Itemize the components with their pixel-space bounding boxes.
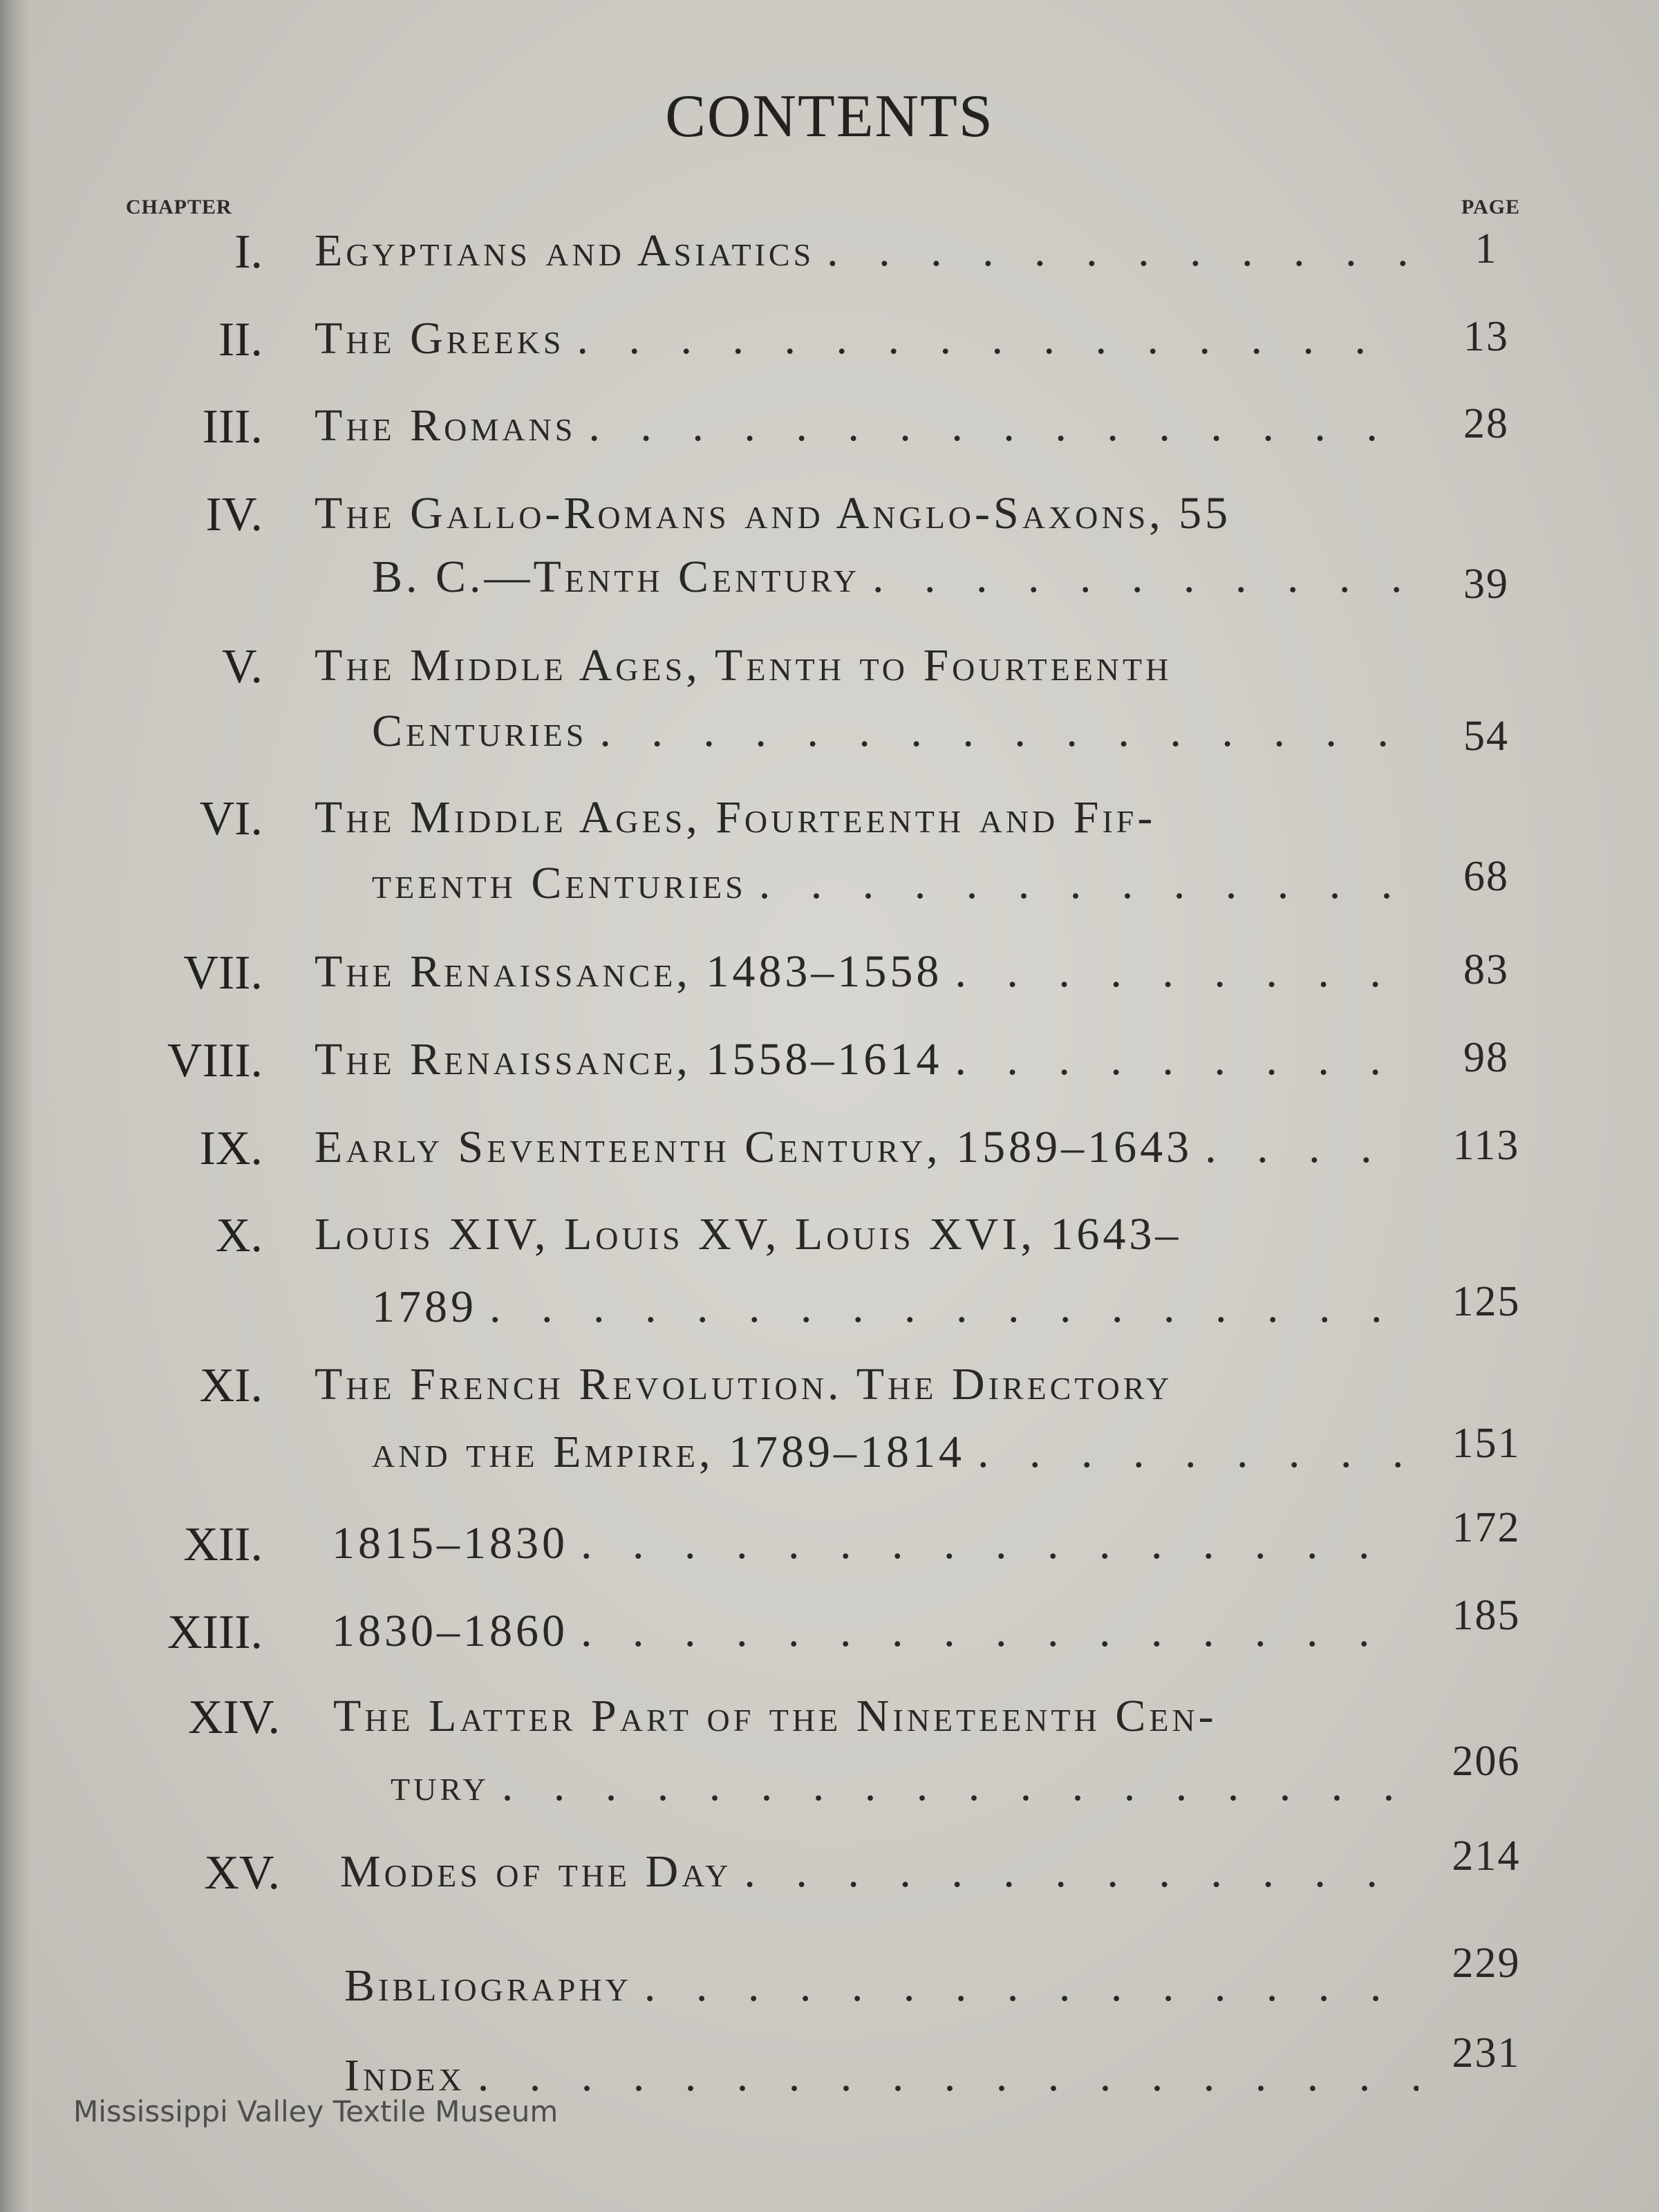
leader-dots <box>644 1960 1418 2012</box>
chapter-title: The Gallo-Romans and Anglo-Saxons, 55 <box>315 488 1232 538</box>
chapter-title-line <box>340 1846 1418 1898</box>
chapter-title-line <box>315 639 1407 692</box>
chapter-number: III. <box>202 400 263 453</box>
chapter-title: Egyptians and Asiatics <box>315 225 815 276</box>
watermark-text: Mississippi Valley Textile Museum <box>73 2094 559 2128</box>
chapter-number: XV. <box>204 1846 280 1900</box>
page-number: 113 <box>1452 1122 1520 1169</box>
chapter-title-continuation <box>372 857 1407 910</box>
leader-dots <box>588 400 1407 452</box>
leader-dots <box>478 2050 1418 2102</box>
chapter-title-line <box>315 487 1407 540</box>
chapter-title-continuation <box>372 705 1407 758</box>
chapter-title-continuation <box>391 1759 1418 1812</box>
back-matter-title: Index <box>344 2050 465 2101</box>
chapter-title: The Renaissance, 1483–1558 <box>315 946 943 997</box>
page-number: 185 <box>1452 1592 1521 1639</box>
chapter-title-continuation <box>372 1281 1407 1333</box>
chapter-number: XIV. <box>188 1691 280 1744</box>
chapter-column-heading: CHAPTER <box>126 196 232 218</box>
chapter-title: teenth Centuries <box>372 858 747 908</box>
chapter-title-line <box>333 1690 1418 1743</box>
leader-dots <box>599 705 1407 758</box>
chapter-title: 1789 <box>372 1282 477 1332</box>
leader-dots <box>744 1846 1418 1898</box>
page-number: 206 <box>1452 1738 1521 1785</box>
chapter-title: The Middle Ages, Tenth to Fourteenth <box>315 640 1172 691</box>
chapter-title-line <box>315 225 1407 277</box>
chapter-number: I. <box>234 225 263 279</box>
leader-dots <box>581 1517 1407 1570</box>
chapter-title: The French Revolution. The Directory <box>315 1359 1173 1409</box>
chapter-number: X. <box>215 1209 263 1262</box>
chapter-title: Louis XIV, Louis XV, Louis XVI, 1643– <box>315 1209 1182 1259</box>
chapter-title-line <box>315 400 1407 452</box>
chapter-title: 1830–1860 <box>332 1606 568 1656</box>
page-number: 151 <box>1452 1420 1521 1467</box>
chapter-title: The Greeks <box>315 313 565 364</box>
page-number: 28 <box>1463 400 1509 447</box>
page-number: 214 <box>1452 1833 1521 1880</box>
chapter-number: XI. <box>199 1359 263 1412</box>
leader-dots <box>977 1426 1407 1479</box>
leader-dots <box>577 312 1407 365</box>
back-matter-title-line <box>344 1960 1418 2012</box>
leader-dots <box>489 1281 1407 1333</box>
page-number: 13 <box>1463 313 1509 360</box>
leader-dots <box>955 946 1407 998</box>
chapter-title: Early Seventeenth Century, 1589–1643 <box>315 1122 1193 1172</box>
chapter-number: II. <box>218 313 263 366</box>
chapter-number: XII. <box>183 1518 263 1571</box>
chapter-title: 1815–1830 <box>332 1518 568 1568</box>
page-number: 98 <box>1463 1034 1509 1081</box>
leader-dots <box>872 551 1407 603</box>
chapter-title-line <box>315 1121 1407 1174</box>
chapter-number: VI. <box>199 792 263 845</box>
chapter-title-line <box>315 946 1407 998</box>
leader-dots <box>581 1605 1407 1658</box>
page-number: 39 <box>1463 561 1509 608</box>
leader-dots <box>827 225 1407 277</box>
page-number: 68 <box>1463 853 1509 900</box>
chapter-title-line <box>315 312 1407 365</box>
chapter-number: VII. <box>183 946 263 1000</box>
page-number: 125 <box>1452 1278 1521 1325</box>
chapter-title: The Renaissance, 1558–1614 <box>315 1034 943 1085</box>
chapter-title-line <box>315 1208 1407 1261</box>
page-number: 1 <box>1474 225 1498 272</box>
chapter-title: B. C.—Tenth Century <box>372 552 861 602</box>
page-title: CONTENTS <box>665 83 994 150</box>
leader-dots <box>502 1759 1418 1812</box>
chapter-title-line <box>332 1605 1407 1658</box>
chapter-number: VIII. <box>167 1034 263 1087</box>
chapter-title: tury <box>391 1760 489 1810</box>
chapter-number: XIII. <box>167 1606 263 1659</box>
chapter-title: and the Empire, 1789–1814 <box>372 1427 965 1477</box>
chapter-title-line <box>332 1517 1407 1570</box>
chapter-number: IX. <box>199 1122 263 1175</box>
chapter-number: IV. <box>205 488 263 541</box>
leader-dots <box>759 857 1407 910</box>
leader-dots <box>1205 1121 1407 1174</box>
page-number: 231 <box>1452 2030 1521 2077</box>
leader-dots <box>955 1033 1407 1086</box>
page-number: 83 <box>1463 946 1509 993</box>
page-column-heading: PAGE <box>1461 196 1521 218</box>
page-number: 54 <box>1463 713 1509 760</box>
chapter-number: V. <box>221 640 263 693</box>
chapter-title: The Latter Part of the Nineteenth Cen- <box>333 1691 1217 1741</box>
chapter-title: The Middle Ages, Fourteenth and Fif- <box>315 792 1156 843</box>
chapter-title-line <box>315 791 1407 844</box>
page-number: 229 <box>1452 1940 1521 1987</box>
chapter-title-continuation <box>372 1426 1407 1479</box>
page-number: 172 <box>1452 1504 1521 1551</box>
book-spine <box>0 0 32 2212</box>
chapter-title: Modes of the Day <box>340 1846 732 1897</box>
back-matter-title: Bibliography <box>344 1960 632 2011</box>
chapter-title-line <box>315 1358 1407 1411</box>
chapter-title-line <box>315 1033 1407 1086</box>
chapter-title: The Romans <box>315 400 577 451</box>
chapter-title-continuation <box>372 551 1407 603</box>
chapter-title: Centuries <box>372 706 588 756</box>
